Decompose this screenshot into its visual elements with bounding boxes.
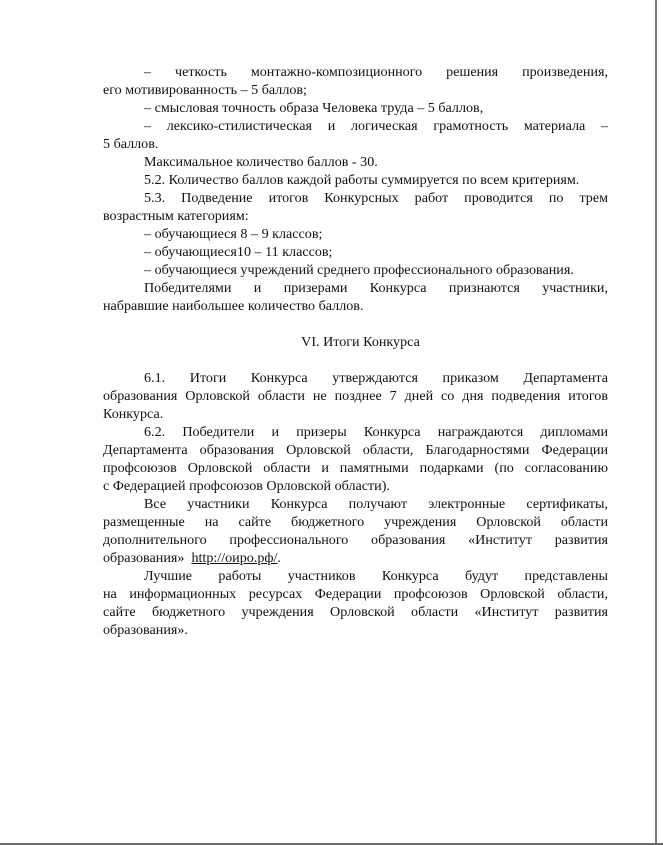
criterion-literacy-line-2: 5 баллов. xyxy=(103,136,159,152)
certificates-line-4-text: образования» xyxy=(103,550,185,566)
clause-5-2: 5.2. Количество баллов каждой работы суммируется по всем критериям. xyxy=(144,172,580,188)
certificates-line-2: размещенные на сайте бюджетного учреждения Орловской области xyxy=(103,514,608,530)
max-score: Максимальное количество баллов - 30. xyxy=(144,154,378,170)
best-works-line-4: образования». xyxy=(103,622,188,638)
institute-website-link[interactable]: http://оиро.рф/ xyxy=(191,550,278,566)
clause-6-1-line-3: Конкурса. xyxy=(103,406,164,422)
certificates-line-4-end: . xyxy=(277,550,281,566)
category-grades-8-9: – обучающиеся 8 – 9 классов; xyxy=(144,226,323,242)
criterion-montage-line-2: его мотивированность – 5 баллов; xyxy=(103,82,307,98)
clause-5-3-line-2: возрастным категориям: xyxy=(103,208,249,224)
clause-6-2-line-1: 6.2. Победители и призеры Конкурса награждаются дипломами xyxy=(144,424,608,440)
document-body xyxy=(103,63,608,639)
category-grades-10-11: – обучающиеся10 – 11 классов; xyxy=(144,244,333,260)
criterion-literacy-line-1: – лексико-стилистическая и логическая грамотность материала – xyxy=(144,118,608,134)
certificates-line-4 xyxy=(103,549,608,567)
winners-rule-line-2: набравшие наибольшее количество баллов. xyxy=(103,298,364,314)
section-heading: VI. Итоги Конкурса xyxy=(301,334,420,350)
certificates-line-1: Все участники Конкурса получают электронные сертификаты, xyxy=(144,496,608,512)
winners-rule-line-1: Победителями и призерами Конкурса признаются участники, xyxy=(144,280,608,296)
best-works-line-3: сайте бюджетного учреждения Орловской области «Институт развития xyxy=(103,604,608,620)
clause-6-2-line-3: профсоюзов Орловской области и памятными подарками (по согласованию xyxy=(103,460,608,476)
criterion-image-accuracy: – смысловая точность образа Человека труда – 5 баллов, xyxy=(144,100,484,116)
page-right-edge xyxy=(655,0,657,845)
clause-6-1-line-1: 6.1. Итоги Конкурса утверждаются приказом Департамента xyxy=(144,370,608,386)
certificates-line-3: дополнительного профессионального образования «Институт развития xyxy=(103,532,608,548)
category-vocational: – обучающиеся учреждений среднего профессионального образования. xyxy=(144,262,574,278)
criterion-montage-line-1: – четкость монтажно-композиционного решения произведения, xyxy=(144,64,608,80)
best-works-line-2: на информационных ресурсах Федерации профсоюзов Орловской области, xyxy=(103,586,608,602)
best-works-line-1: Лучшие работы участников Конкурса будут представлены xyxy=(144,568,608,584)
clause-6-1-line-2: образования Орловской области не позднее 7 дней со дня подведения итогов xyxy=(103,388,608,404)
clause-6-2-line-4: с Федерацией профсоюзов Орловской области). xyxy=(103,478,390,494)
clause-6-2-line-2: Департамента образования Орловской области, Благодарностями Федерации xyxy=(103,442,608,458)
clause-5-3-line-1: 5.3. Подведение итогов Конкурсных работ проводится по трем xyxy=(144,190,608,206)
